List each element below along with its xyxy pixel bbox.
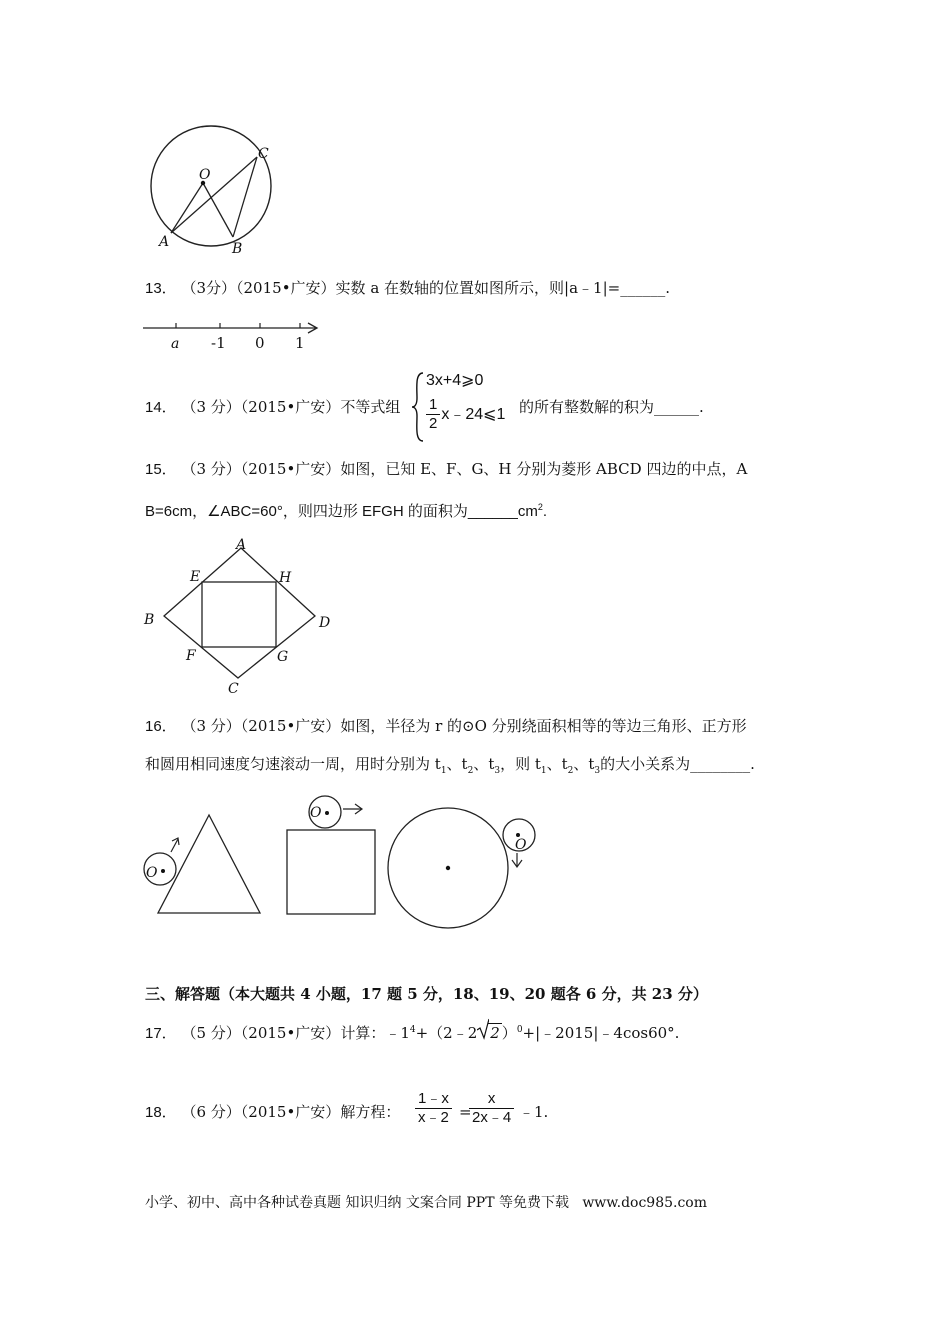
q14-inequality-2: $\frac{1}{2}$ x﹣24⩽1 (426, 396, 505, 433)
question-16-line1 (145, 715, 747, 738)
q13-number-line (140, 318, 325, 354)
page-footer: 小学、初中、高中各种试卷真题 知识归纳 文案合同 PPT 等免费下载 www.doc985.com (145, 1195, 708, 1211)
q14-text-after: 的所有整数解的积为 (519, 398, 655, 416)
q17-number: 17． (145, 1025, 177, 1042)
q13-tick-1: 1 (295, 334, 305, 352)
q13-end: . (665, 279, 670, 297)
q15-label-f: F (186, 648, 196, 664)
q13-point-a: a (171, 336, 180, 352)
question-17: 17． （5 分）（2015•广安）计算：$﹣1^4+(2﹣2$ 2 ）$^0$+|﹣2015|﹣4cos60°. (145, 1019, 679, 1045)
q13-text: 实数 a 在数轴的位置如图所示，则|a﹣1|= (335, 279, 621, 297)
q17-source: （2015•广安） (240, 1024, 341, 1042)
q16-label-o-3: O (515, 837, 527, 853)
q18-fraction-2: $\frac{x}{2x﹣4}$ (469, 1090, 514, 1127)
q14-text-before: 不等式组 (340, 398, 401, 416)
q12-label-o: O (199, 167, 211, 183)
q15-unit-sup: 2 (537, 502, 543, 512)
q16-label-o-1: O (146, 865, 158, 881)
q15-label-d: D (319, 615, 331, 631)
q15-source: （2015•广安） (240, 460, 341, 478)
q13-blank: ______ (620, 279, 666, 297)
q17-score: （5 分） (181, 1024, 241, 1042)
q15-unit: cm (517, 503, 538, 520)
q13-source: （2015•广安） (236, 279, 336, 297)
q14-source: （2015•广安） (240, 398, 341, 416)
q15-line1: 如图，已知 E、F、G、H 分别为菱形 ABCD 四边的中点，A (340, 460, 748, 478)
q16-blank: ________ (690, 755, 751, 773)
q15-blank: ______ (467, 503, 518, 520)
q15-label-a: A (236, 537, 247, 553)
question-15-line1 (145, 458, 747, 481)
q12-label-a: A (159, 234, 170, 250)
q14-half: $\frac{1}{2}$ (426, 396, 440, 433)
q13-tick-minus1: -1 (211, 334, 226, 352)
q14-score: （3 分） (181, 398, 241, 416)
section-3-heading: 三、解答题（本大题共 4 小题，17 题 5 分，18、19、20 题各 6 分，共 23 分） (145, 985, 708, 1003)
q14-blank: ______ (654, 398, 700, 416)
q15-label-g: G (277, 649, 289, 665)
q13-number: 13． (145, 280, 177, 297)
q15-rhombus-figure (140, 535, 340, 700)
q13-score: （3分） (181, 279, 237, 297)
q18-number: 18． (145, 1104, 177, 1121)
q15-number: 15． (145, 461, 177, 478)
q16-line1: 如图，半径为 r 的⊙O 分别绕面积相等的等边三角形、正方形 (340, 717, 747, 735)
q18-text: 解方程： (340, 1103, 401, 1121)
q16-triangle (158, 815, 260, 913)
q17-sqrt: 2 (477, 1022, 502, 1044)
q16-source: （2015•广安） (240, 717, 341, 735)
q15-line2: B=6cm，∠ABC=60°，则四边形 EFGH 的面积为 (145, 503, 468, 520)
q15-end: . (542, 503, 548, 520)
q17-text: 计算：﹣1 (340, 1024, 410, 1042)
q16-score: （3 分） (181, 717, 241, 735)
q14-end: . (699, 398, 704, 416)
q15-score: （3 分） (181, 460, 241, 478)
q12-circle-figure (135, 120, 305, 260)
q14-number: 14． (145, 399, 177, 416)
q15-label-c: C (228, 681, 239, 697)
q15-label-e: E (190, 569, 201, 585)
q18-score: （6 分） (181, 1103, 241, 1121)
q14-inequality-1: 3x+4⩾0 (426, 372, 484, 389)
q18-source: （2015•广安） (240, 1103, 341, 1121)
q18-fraction-1: $\frac{1﹣x}{x﹣2}$ (415, 1090, 452, 1127)
question-16-line2: 和圆用相同速度匀速滚动一周，用时分别为 $t_1$、$t_2$、$t_3$，则 $t_1$、$t_2$、$t_3$的大小关系为________. (145, 755, 755, 776)
q14-brace (411, 372, 425, 442)
q15-rectangle-efgh (202, 582, 276, 647)
q13-tick-0: 0 (255, 334, 265, 352)
question-15-line2 (145, 496, 547, 523)
q16-square (287, 830, 375, 914)
q15-label-h: H (279, 570, 292, 586)
q16-rolling-figure (138, 792, 548, 957)
q12-label-c: C (258, 146, 269, 162)
q16-number: 16． (145, 718, 177, 735)
q12-label-b: B (232, 241, 243, 257)
q15-label-b: B (144, 612, 155, 628)
q12-circle (151, 126, 271, 246)
q14-system (426, 370, 505, 433)
q16-label-o-2: O (310, 805, 322, 821)
question-13 (145, 277, 670, 300)
